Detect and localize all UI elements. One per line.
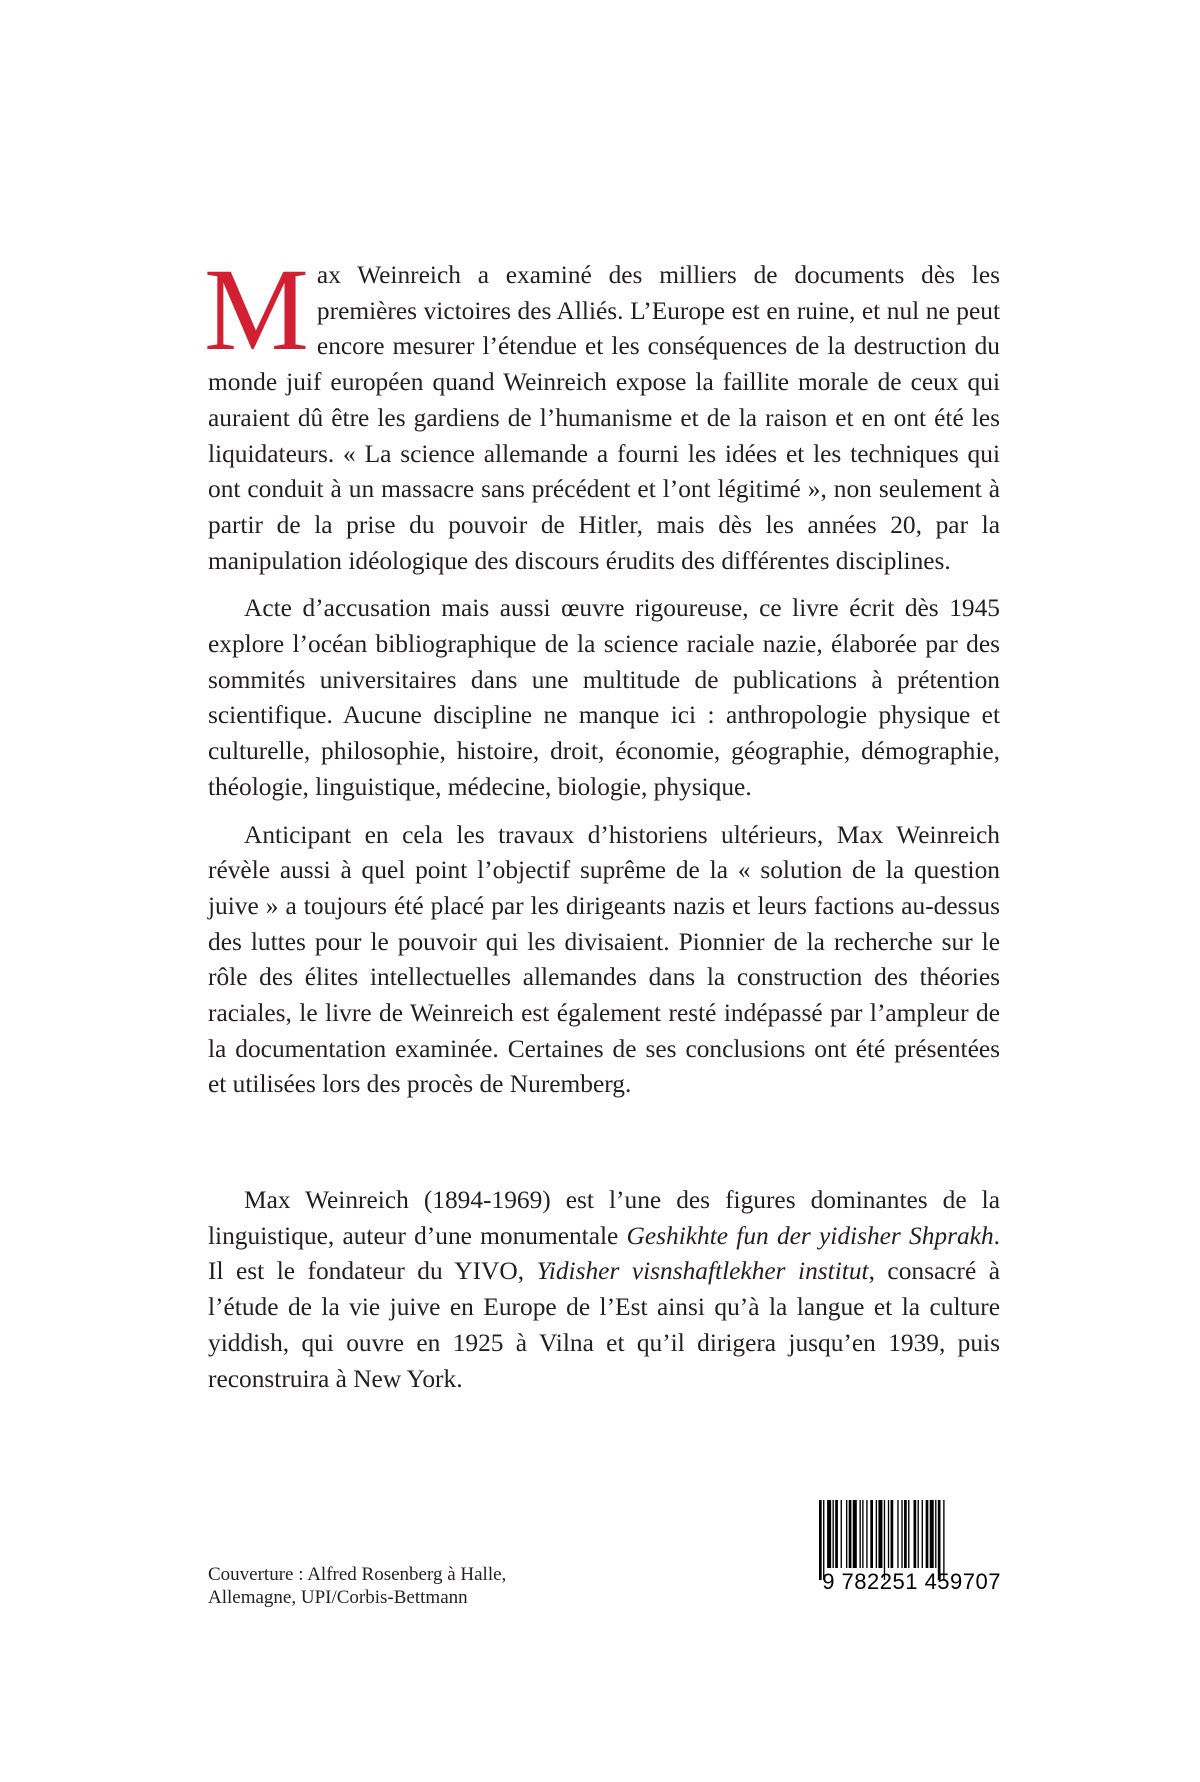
paragraph-2: Acte d’accusation mais aussi œuvre rigoureuse, ce livre écrit dès 1945 explore l’océan bibliographique de la science raciale nazie, élaborée par des sommités universitaires dans une multitude de publications à prétention scientifique. Aucune discipline ne manque ici : anthropologie physique et culturelle, philosophie, histoire, droit, économie, géographie, démographie, théologie, linguistique, médecine, biologie, physique.	[208, 594, 1000, 801]
bio-text-3: , consacré à l’étude de la vie juive en Europe de l’Est ainsi qu’à la langue et la culture yiddish, qui ouvre en 1925 à Vilna et qu’il dirigera jusqu’en 1939, puis reconstruira à New York.	[208, 1257, 1001, 1393]
barcode-bar	[819, 1500, 822, 1580]
barcode-bar	[853, 1500, 857, 1568]
paragraph-1	[204, 244, 1000, 579]
barcode-bar	[841, 1500, 842, 1568]
barcode-bar	[943, 1500, 944, 1580]
barcode-bar	[870, 1500, 873, 1568]
barcode-bar	[938, 1500, 941, 1580]
barcode-bar	[926, 1500, 929, 1568]
paragraph-3: Anticipant en cela les travaux d’historiens ultérieurs, Max Weinreich révèle aussi à quel point l’objectif suprême de la « solution de la question juive » a toujours été placé par les dirigeants nazis et leurs factions au-dessus des luttes pour le pouvoir qui les divisaient. Pionnier de la recherche sur le rôle des élites intellectuelles allemandes dans la construction des théories raciales, le livre de Weinreich est également resté indépassé par l’ampleur de la documentation examinée. Certaines de ses conclusions ont été présentées et utilisées lors des procès de Nuremberg.	[208, 820, 1000, 1099]
credit-line-1: Couverture : Alfred Rosenberg à Halle,	[208, 1564, 507, 1585]
barcode-bar	[827, 1500, 831, 1568]
barcode-bar	[876, 1500, 877, 1568]
isbn-barcode	[805, 1500, 1001, 1624]
barcode-bar	[860, 1500, 861, 1568]
barcode-bar	[866, 1500, 867, 1568]
bio-book-title: Geshikhte fun der yidisher Shprakh	[626, 1221, 994, 1250]
barcode-bar	[908, 1500, 909, 1568]
barcode-bar	[897, 1500, 898, 1568]
paragraph-1-text: ax Weinreich a examiné des milliers de documents dès les premières victoires des Alliés. L’Europe est en ruine, et nul ne peut encore mesurer l’étendue et les conséquences de la destruction du monde juif européen quand Weinreich expose la faillite morale de ceux qui auraient dû être les gardiens de l’humanisme et de la raison et en ont été les liquidateurs. « La science allemande a fourni les idées et les techniques qui ont conduit à un massacre sans précédent et l’ont légitimé », non seulement à partir de la prise du pouvoir de Hitler, mais dès les années 20, par la manipulation idéologique des discours érudits des différentes disciplines.	[208, 261, 1000, 575]
description-text	[204, 244, 1000, 1103]
barcode-bar	[922, 1500, 923, 1568]
barcode-bar	[904, 1500, 907, 1568]
cover-credit	[208, 1563, 506, 1609]
barcode-bar	[823, 1500, 824, 1580]
barcode-bar	[846, 1500, 847, 1568]
author-bio-paragraph	[208, 1183, 1000, 1397]
barcode-bar	[849, 1500, 852, 1568]
barcode-bar	[878, 1500, 882, 1568]
barcode-bar	[888, 1500, 889, 1568]
barcode-bar	[918, 1500, 919, 1568]
barcode-bar	[862, 1500, 863, 1568]
barcode-bar	[891, 1500, 894, 1568]
isbn-digits: 9 782251 459707	[822, 1569, 1001, 1594]
barcode-bar	[884, 1500, 885, 1580]
barcode-bar	[930, 1500, 934, 1568]
credit-line-2: Allemagne, UPI/Corbis-Bettmann	[208, 1587, 468, 1608]
bio-text-1: Max Weinreich (1894-1969) est l’une des figures dominantes de la linguistique, auteur d’une monumentale	[208, 1186, 1000, 1250]
barcode-bar	[901, 1500, 902, 1568]
barcode-bar	[835, 1500, 838, 1568]
barcode-bar	[935, 1500, 936, 1568]
barcode-bar	[914, 1500, 917, 1568]
author-bio	[208, 1183, 1000, 1397]
drop-cap: M	[204, 244, 309, 375]
bio-text-2: . Il est le fondateur du YIVO,	[208, 1221, 1000, 1286]
barcode-bar	[833, 1500, 834, 1568]
bio-institute-name: Yidisher visnshaftlekher institut	[536, 1257, 869, 1286]
